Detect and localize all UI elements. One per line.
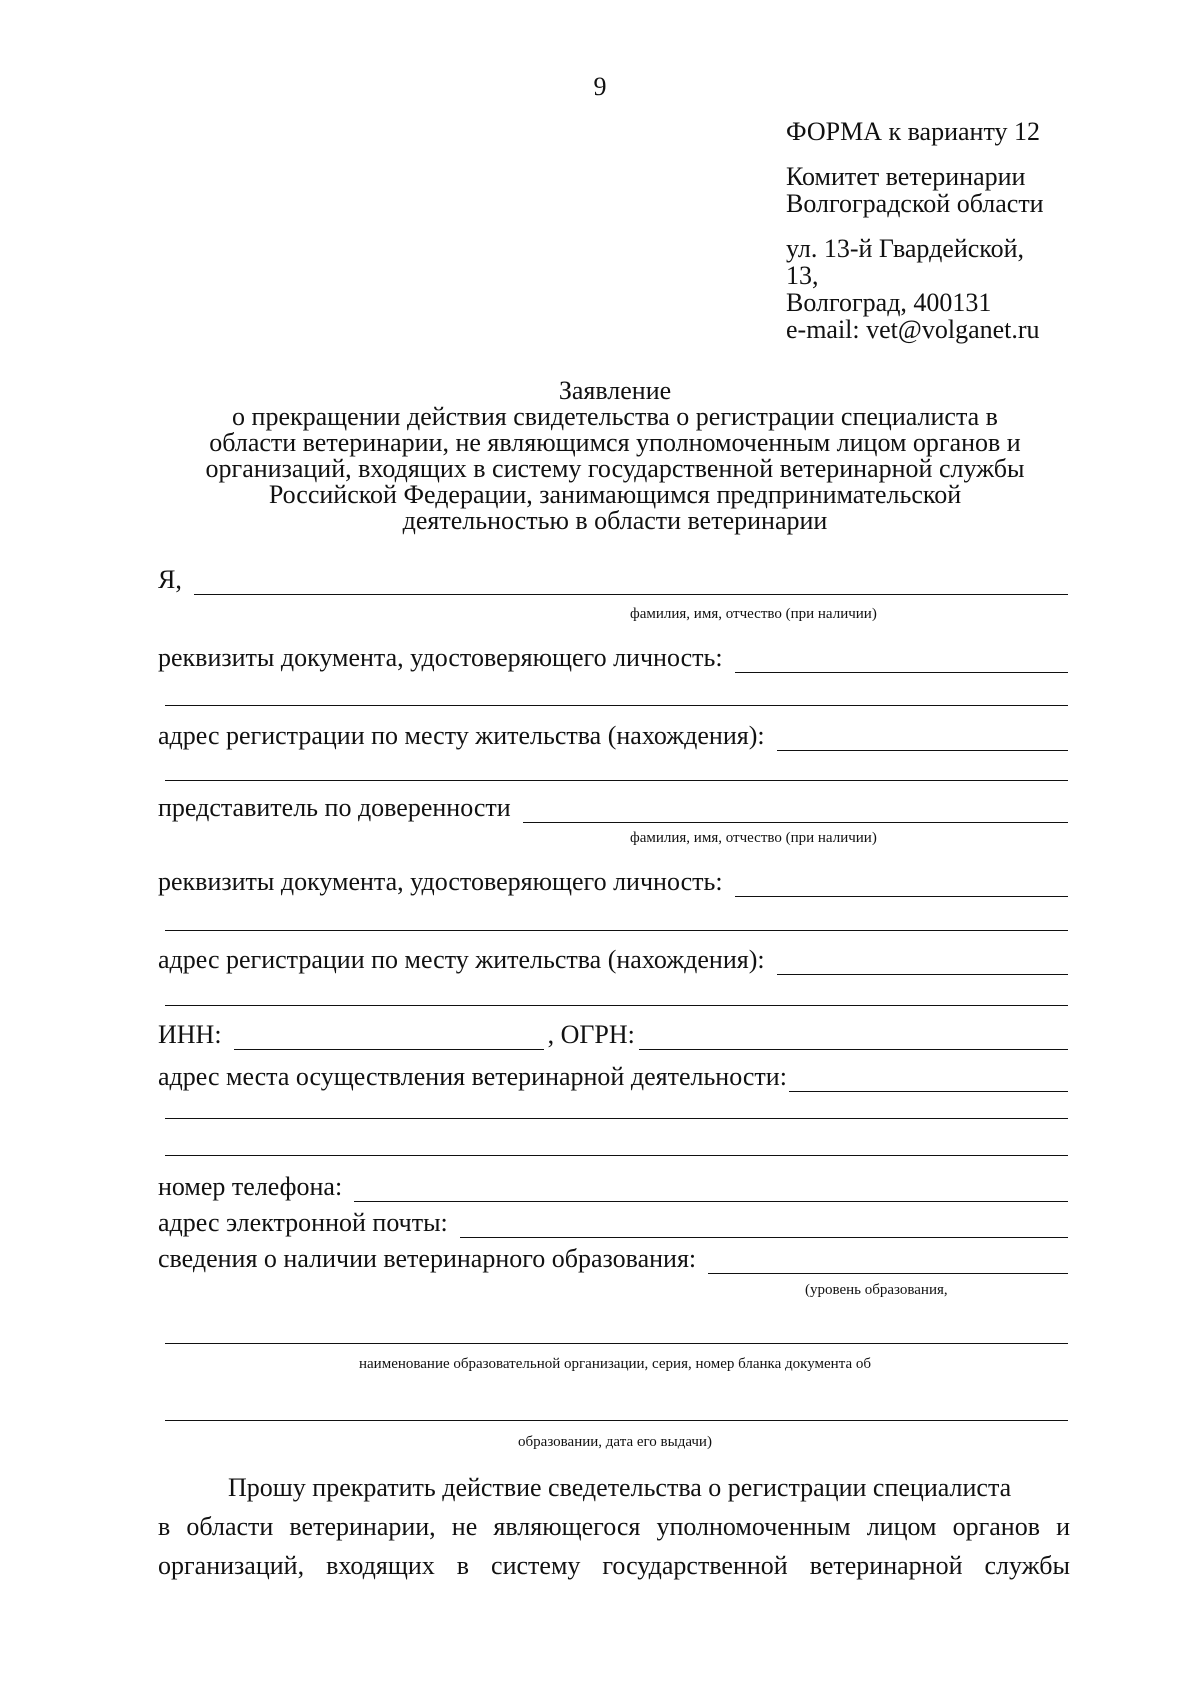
email-row [158,1208,1068,1238]
inn-ogrn-row [158,1020,1068,1050]
activity-address-field[interactable] [789,1069,1068,1092]
representative-document-row [158,867,1068,897]
activity-address-row [158,1062,1068,1092]
request-line3: организаций, входящих в систему государственной ветеринарной службы [158,1551,1070,1580]
applicant-name-field[interactable] [194,572,1068,595]
email-line: e-mail: vet@volganet.ru [786,315,1040,344]
address-line3: Волгоград, 400131 [786,288,992,317]
form-reference: ФОРМА к варианту 12 [786,117,1040,146]
activity-address-label: адрес места осуществления ветеринарной деятельности: [158,1062,787,1091]
education-field[interactable] [708,1251,1068,1274]
applicant-document-label: реквизиты документа, удостоверяющего личность: [158,643,723,672]
representative-document-field[interactable] [735,874,1068,897]
activity-address-field-3[interactable] [165,1155,1068,1156]
applicant-document-row [158,643,1068,673]
address-line1: ул. 13-й Гвардейской, [786,234,1025,263]
activity-address-field-2[interactable] [165,1118,1068,1119]
representative-label: представитель по доверенности [158,793,511,822]
representative-name-field[interactable] [523,800,1068,823]
education-row [158,1244,1068,1274]
recipient-header [786,118,1044,343]
request-paragraph [158,1468,1070,1585]
representative-document-field-2[interactable] [165,930,1068,931]
inn-label: ИНН: [158,1020,222,1049]
title-line5: Российской Федерации, занимающимся предпринимательской [268,480,962,509]
applicant-name-label: Я, [158,565,182,594]
applicant-address-label: адрес регистрации по месту жительства (нахождения): [158,721,765,750]
phone-field[interactable] [354,1179,1068,1202]
title-line2: о прекращении действия свидетельства о регистрации специалиста в [232,402,998,431]
org-name-line1: Комитет ветеринарии [786,162,1026,191]
request-line2: в области ветеринарии, не являющегося уполномоченным лицом органов и [158,1512,1070,1541]
ogrn-label: , ОГРН: [547,1020,635,1049]
title-line6: деятельностью в области ветеринарии [402,506,828,535]
representative-document-label: реквизиты документа, удостоверяющего личность: [158,867,723,896]
applicant-address-row [158,721,1068,751]
education-hint-1: (уровень образования, [805,1282,948,1298]
representative-address-row [158,945,1068,975]
education-field-2[interactable] [165,1343,1068,1344]
applicant-address-field[interactable] [777,728,1068,751]
education-field-3[interactable] [165,1420,1068,1421]
education-hint-2: наименование образовательной организации, серия, номер бланка документа об [359,1356,871,1372]
education-hint-3: образовании, дата его выдачи) [518,1434,712,1450]
applicant-name-hint: фамилия, имя, отчество (при наличии) [630,606,877,622]
inn-field[interactable] [234,1027,544,1050]
title-line1: Заявление [558,376,672,405]
applicant-document-field-2[interactable] [165,705,1068,706]
representative-address-field[interactable] [777,952,1068,975]
title-line4: организаций, входящих в систему государственной ветеринарной службы [205,454,1025,483]
representative-name-hint: фамилия, имя, отчество (при наличии) [630,830,877,846]
address-line2: 13, [786,261,819,290]
email-field[interactable] [460,1215,1068,1238]
request-line1-text: Прошу прекратить действие сведетельства о регистрации специалиста [228,1473,1012,1502]
representative-address-label: адрес регистрации по месту жительства (нахождения): [158,945,765,974]
phone-row [158,1172,1068,1202]
representative-row [158,793,1068,823]
ogrn-field[interactable] [639,1027,1068,1050]
org-name-line2: Волгоградской области [786,189,1044,218]
phone-label: номер телефона: [158,1172,343,1201]
request-line1 [158,1468,1070,1507]
page-number: 9 [593,72,607,101]
education-label: сведения о наличии ветеринарного образования: [158,1244,697,1273]
applicant-address-field-2[interactable] [165,780,1068,781]
email-label: адрес электронной почты: [158,1208,448,1237]
document-title [150,378,1080,534]
applicant-name-row [158,565,1068,595]
representative-address-field-2[interactable] [165,1005,1068,1006]
applicant-document-field[interactable] [735,650,1068,673]
title-line3: области ветеринарии, не являющимся уполномоченным лицом органов и [209,428,1021,457]
